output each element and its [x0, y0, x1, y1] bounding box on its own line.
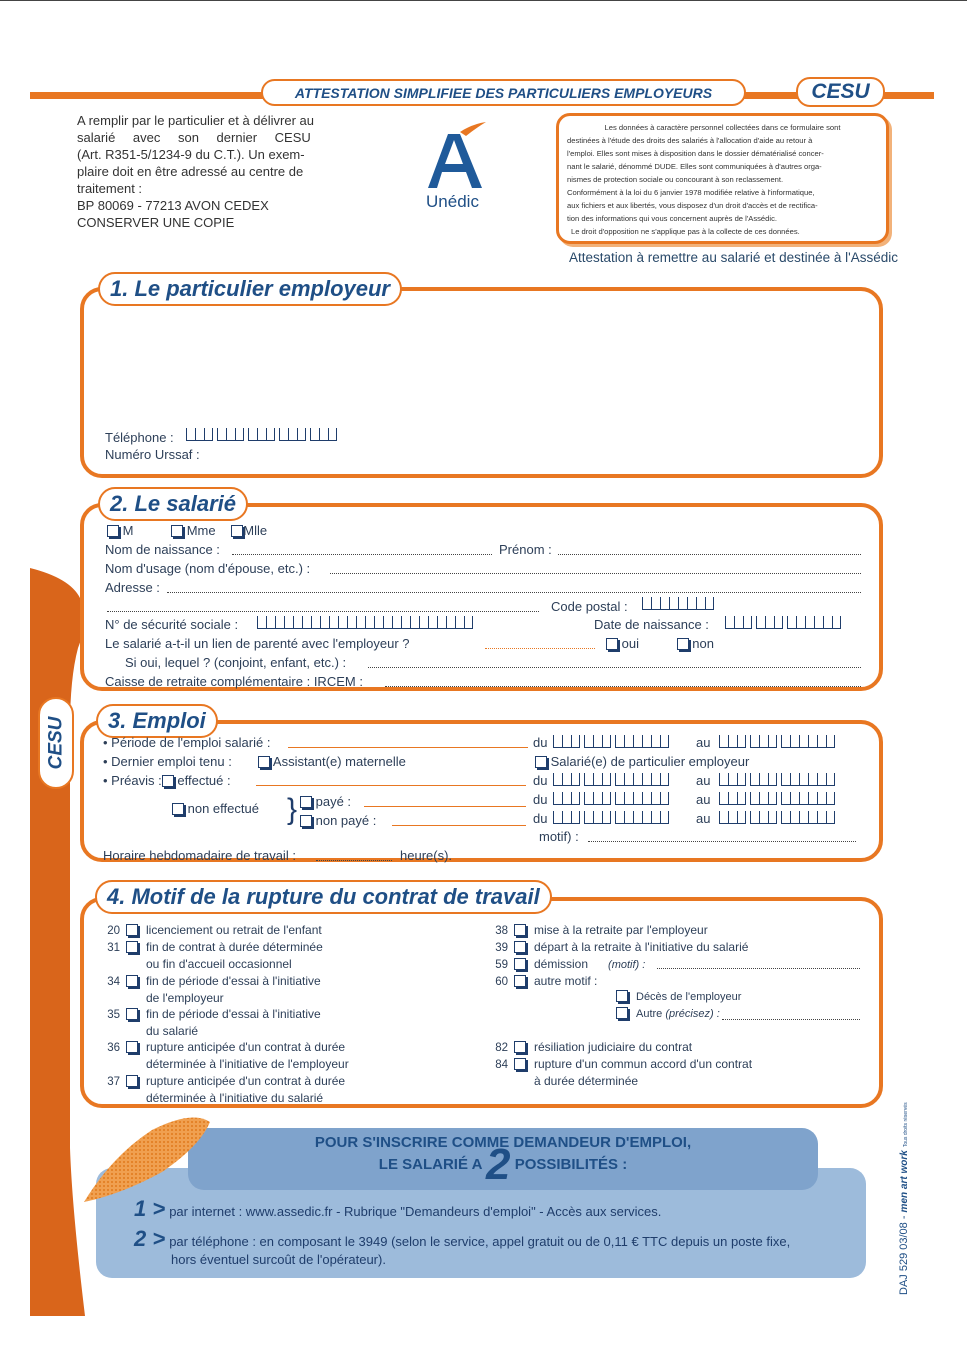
reason-text: déterminée à l'initiative du salarié [146, 1091, 324, 1105]
reason-text: mise à la retraite par l'employeur [534, 923, 708, 937]
section1-title [98, 272, 402, 306]
reason-code: 36 [107, 1042, 120, 1054]
reason-37 [100, 1073, 345, 1107]
address-field-2[interactable] [107, 611, 539, 612]
notice-done-field[interactable] [256, 785, 526, 786]
other-reason-field[interactable] [722, 1019, 860, 1020]
reason-code: 37 [107, 1076, 120, 1088]
checkbox-mme-label: Mme [186, 523, 216, 538]
from-label: du [533, 735, 548, 750]
specify-label: (précisez) : [665, 1008, 720, 1020]
reason-text: déterminée à l'initiative de l'employeur [146, 1057, 349, 1071]
intro-line: plaire doit en être adressé au centre de [77, 164, 304, 179]
notice-row [103, 773, 231, 788]
other-checkbox[interactable] [616, 1007, 628, 1019]
to-date-field[interactable] [719, 792, 835, 805]
reason-code: 31 [107, 942, 120, 954]
birth-name-label: Nom de naissance : [105, 542, 220, 557]
notice-not-done-label: non effectué [187, 801, 259, 816]
motif-field[interactable] [588, 841, 856, 842]
reason-36 [100, 1039, 349, 1073]
assistant-checkbox[interactable] [258, 756, 270, 768]
employee-checkbox[interactable] [535, 756, 547, 768]
reason-36-checkbox[interactable] [126, 1041, 138, 1053]
reason-text: fin de contrat à durée déterminée [146, 940, 323, 954]
reason-39-checkbox[interactable] [514, 941, 526, 953]
reason-code: 59 [495, 959, 508, 971]
privacy-line: Les données à caractère personnel collectées dans ce formulaire sont [604, 123, 841, 132]
kinship-options [606, 636, 714, 651]
reason-text: rupture anticipée d'un contrat à durée [146, 1074, 346, 1088]
section3-title [96, 704, 218, 738]
reason-code: 84 [495, 1059, 508, 1071]
reason-code: 39 [495, 942, 508, 954]
ssn-field[interactable] [257, 616, 473, 629]
to-label: au [696, 792, 711, 807]
reason-code: 35 [107, 1009, 120, 1021]
paid-label: payé : [315, 794, 352, 809]
reason-code: 34 [107, 976, 120, 988]
paid-checkbox[interactable] [300, 796, 312, 808]
reason-text: autre motif : [534, 974, 598, 988]
kinship-yes-label: oui [621, 636, 639, 651]
address-label: Adresse : [105, 580, 160, 595]
reason-code: 60 [495, 976, 508, 988]
notice-not-done-option [172, 801, 259, 816]
intro-address: BP 80069 - 77213 AVON CEDEX [77, 198, 269, 213]
banner-line2a: LE SALARIÉ A [378, 1156, 482, 1173]
reason-text: de l'employeur [146, 991, 224, 1005]
kinship-no-label: non [692, 636, 714, 651]
unpaid-label: non payé : [315, 813, 377, 828]
reason-60 [488, 973, 597, 991]
reason-84-checkbox[interactable] [514, 1058, 526, 1070]
resignation-motif-field[interactable] [657, 968, 860, 969]
reason-37-checkbox[interactable] [126, 1075, 138, 1087]
reason-other [616, 1006, 720, 1023]
unpaid-field[interactable] [392, 825, 526, 826]
kinship-yes-checkbox[interactable] [606, 638, 618, 650]
urssaf-label: Numéro Urssaf : [105, 447, 200, 462]
option-internet [134, 1196, 661, 1222]
checkbox-mlle[interactable] [231, 525, 243, 537]
phone-field[interactable] [186, 428, 337, 441]
section-employer [80, 287, 883, 478]
kinship-label: Le salarié a-t-il un lien de parenté avec l'employeur ? [105, 636, 410, 651]
reason-38-checkbox[interactable] [514, 924, 526, 936]
pension-fund-label: Caisse de retraite complémentaire : IRCEM : [105, 674, 363, 689]
from-date-field[interactable] [553, 811, 669, 824]
assistant-option [258, 754, 406, 769]
privacy-notice [556, 113, 889, 244]
reason-31 [100, 939, 323, 973]
checkbox-mlle-label: Mlle [243, 523, 268, 538]
from-date-field[interactable] [553, 792, 669, 805]
unedic-logo [420, 120, 490, 215]
reason-60-checkbox[interactable] [514, 975, 526, 987]
cesu-side-badge [38, 697, 74, 789]
form-title [261, 79, 746, 106]
privacy-line: Conformément à la loi du 6 janvier 1978 modifiée relative à l'informatique, [567, 188, 815, 197]
reason-39 [488, 939, 748, 957]
phone-label: Téléphone : [105, 430, 174, 445]
to-date-field[interactable] [719, 811, 835, 824]
leaf-decoration [82, 1116, 214, 1206]
reason-59-checkbox[interactable] [514, 958, 526, 970]
first-name-field[interactable] [558, 554, 861, 555]
death-label: Décès de l'employeur [636, 991, 742, 1003]
reason-82 [488, 1039, 692, 1057]
other-label: Autre [636, 1008, 663, 1020]
privacy-line: nant le salarié, dénommé DUDE. Elles sont communiquées à d'autres orga- [567, 162, 822, 171]
reason-text: fin de période d'essai à l'initiative [146, 1007, 321, 1021]
section4-title [95, 880, 552, 914]
reason-text: démission [534, 957, 589, 971]
banner-line2b: POSSIBILITÉS : [514, 1156, 628, 1173]
intro-line: traitement : [77, 181, 143, 196]
title-checkboxes [107, 523, 267, 538]
weekly-hours-field[interactable] [316, 860, 392, 861]
from-label: du [533, 792, 548, 807]
notice-done-label: effectué : [177, 773, 231, 788]
reason-82-checkbox[interactable] [514, 1041, 526, 1053]
kinship-dotline [485, 648, 595, 649]
reason-code: 20 [107, 925, 120, 937]
reason-text: rupture d'un commun accord d'un contrat [534, 1057, 753, 1071]
privacy-line: nismes de protection sociale ou concourant à son reclassement. [567, 175, 784, 184]
kinship-type-field[interactable] [368, 667, 861, 668]
option2-number: 2 > [134, 1226, 166, 1251]
kinship-no-checkbox[interactable] [677, 638, 689, 650]
to-date-field[interactable] [719, 773, 835, 786]
reason-text: du salarié [146, 1024, 199, 1038]
reason-34-checkbox[interactable] [126, 975, 138, 987]
period-field[interactable] [288, 747, 528, 748]
footer-rights: Tous droits réservés [903, 1102, 909, 1148]
reason-text: rupture anticipée d'un contrat à durée [146, 1040, 346, 1054]
privacy-line: aux fichiers et aux libertés, vous disposez d'un droit d'accès et de rectifica- [567, 201, 818, 210]
cesu-side-text: CESU [45, 716, 67, 770]
privacy-line: Le droit d'opposition ne s'applique pas à la collecte de ces données. [571, 227, 800, 236]
motif-label: motif) : [539, 829, 579, 844]
dob-label: Date de naissance : [594, 617, 709, 632]
paid-field[interactable] [364, 806, 526, 807]
paid-option [300, 794, 351, 809]
section2-title [98, 487, 248, 521]
checkbox-mme[interactable] [171, 525, 183, 537]
banner-line1: POUR S'INSCRIRE COMME DEMANDEUR D'EMPLOI, [314, 1134, 692, 1151]
reason-text: départ à la retraite à l'initiative du salarié [534, 940, 749, 954]
section3-title-text: 3. Emploi [108, 708, 206, 733]
intro-line: A remplir par le particulier et à délivrer au [77, 113, 314, 128]
reason-text: licenciement ou retrait de l'enfant [146, 923, 322, 937]
unpaid-checkbox[interactable] [300, 815, 312, 827]
reason-text: résiliation judiciaire du contrat [534, 1040, 693, 1054]
privacy-line: tion des informations qui vous concernent auprès de l'Assédic. [567, 214, 777, 223]
from-label: du [533, 811, 548, 826]
reason-35 [100, 1006, 321, 1040]
checkbox-m[interactable] [107, 525, 119, 537]
footer-code [898, 1102, 910, 1295]
to-label: au [696, 735, 711, 750]
cesu-header-text: CESU [811, 80, 870, 103]
reason-code: 38 [495, 925, 508, 937]
reason-38 [488, 922, 708, 940]
to-label: au [696, 811, 711, 826]
unedic-logo-text: Unédic [426, 192, 479, 211]
resignation-motif-label: (motif) : [608, 959, 646, 971]
option1-number: 1 > [134, 1196, 166, 1221]
reason-20-checkbox[interactable] [126, 924, 138, 936]
intro-line: salarié avec son dernier CESU [77, 130, 311, 145]
banner-two: 2 [486, 1140, 511, 1189]
reason-death [616, 989, 741, 1006]
footer-code-text: DAJ 529 03/08 - [898, 1212, 910, 1295]
option-phone [134, 1226, 790, 1252]
checkbox-m-label: M [122, 523, 134, 538]
reason-code: 82 [495, 1042, 508, 1054]
reason-20 [100, 922, 322, 940]
pension-fund-field[interactable] [385, 686, 861, 687]
to-label: au [696, 773, 711, 788]
attestation-note: Attestation à remettre au salarié et destinée à l'Assédic [569, 250, 899, 265]
from-date-field[interactable] [553, 735, 669, 748]
from-date-field[interactable] [553, 773, 669, 786]
first-name-label: Prénom : [499, 542, 552, 557]
brace-icon: } [287, 793, 298, 826]
postal-code-label: Code postal : [551, 599, 628, 614]
reason-31-checkbox[interactable] [126, 941, 138, 953]
reason-text: fin de période d'essai à l'initiative [146, 974, 321, 988]
employee-option [535, 754, 749, 769]
section1-title-text: 1. Le particulier employeur [110, 276, 390, 301]
reason-text: à durée déterminée [534, 1074, 639, 1088]
postal-code-field[interactable] [642, 597, 714, 610]
kinship-type-label: Si oui, lequel ? (conjoint, enfant, etc.) : [125, 655, 347, 670]
notice-not-done-checkbox[interactable] [172, 803, 184, 815]
weekly-hours-label: Horaire hebdomadaire de travail : [103, 848, 296, 863]
section4-title-text: 4. Motif de la rupture du contrat de travail [107, 884, 540, 909]
section2-title-text: 2. Le salarié [110, 491, 236, 516]
reason-text: ou fin d'accueil occasionnel [146, 957, 292, 971]
urssaf-field[interactable] [210, 444, 480, 462]
hours-unit-label: heure(s). [400, 848, 453, 863]
reason-84 [488, 1056, 752, 1090]
option2-text-cont: hors éventuel surcoût de l'opérateur). [171, 1252, 386, 1267]
privacy-line: destinées à l'étude des droits des salariés à l'allocation d'aide au retour à [567, 136, 813, 145]
birth-name-field[interactable] [232, 554, 492, 555]
usage-name-label: Nom d'usage (nom d'épouse, etc.) : [105, 561, 311, 576]
footer-credit: men art work [899, 1150, 910, 1213]
to-date-field[interactable] [719, 735, 835, 748]
reason-34 [100, 973, 321, 1007]
ssn-label: N° de sécurité sociale : [105, 617, 239, 632]
assistant-label: Assistant(e) maternelle [272, 754, 406, 769]
info-banner-header [188, 1128, 818, 1190]
option2-text: par téléphone : en composant le 3949 (selon le service, appel gratuit ou de 0,11 € TTC depuis un poste fixe, [169, 1234, 791, 1249]
intro-text [77, 112, 339, 231]
period-label: • Période de l'emploi salarié : [103, 735, 271, 750]
option1-text: par internet : www.assedic.fr - Rubrique "Demandeurs d'emploi" - Accès aux services. [169, 1204, 662, 1219]
employee-label: Salarié(e) de particulier employeur [550, 754, 750, 769]
unpaid-option [300, 813, 376, 828]
notice-label: • Préavis : [103, 773, 162, 788]
notice-done-checkbox[interactable] [162, 775, 174, 787]
last-job-label: • Dernier emploi tenu : [103, 754, 232, 769]
address-field[interactable] [167, 592, 861, 593]
dob-field[interactable] [725, 616, 841, 629]
intro-keep-copy: CONSERVER UNE COPIE [77, 215, 235, 230]
death-checkbox[interactable] [616, 990, 628, 1002]
from-label: du [533, 773, 548, 788]
usage-name-field[interactable] [330, 573, 861, 574]
reason-59 [488, 956, 645, 974]
unedic-logo-icon [420, 120, 490, 192]
form-title-text: ATTESTATION SIMPLIFIEE DES PARTICULIERS EMPLOYEURS [294, 84, 713, 101]
intro-line: (Art. R351-5/1234-9 du C.T.). Un exem- [77, 147, 305, 162]
privacy-line: l'emploi. Elles sont mises à disposition dans le dossier dématérialisé concer- [567, 149, 824, 158]
cesu-header-badge [796, 77, 885, 107]
reason-35-checkbox[interactable] [126, 1008, 138, 1020]
